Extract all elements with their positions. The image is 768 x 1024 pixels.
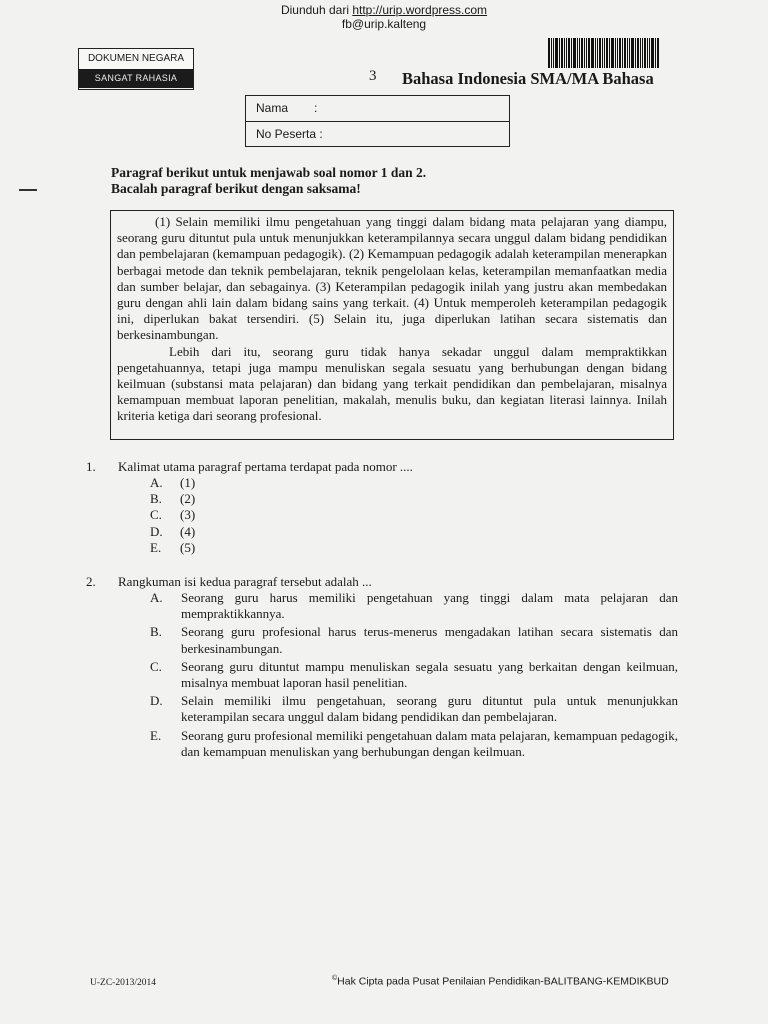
option-letter: A.: [150, 590, 163, 605]
option-letter: C.: [150, 658, 162, 674]
identity-table: [245, 95, 510, 147]
question-number: 2.: [86, 574, 96, 589]
participant-label: No Peserta :: [256, 127, 323, 141]
option-text: (4): [180, 523, 196, 539]
option-a[interactable]: [150, 475, 350, 491]
download-url-link[interactable]: http://urip.wordpress.com: [352, 3, 488, 17]
passage-paragraph-1: (1) Selain memiliki ilmu pengetahuan yang tinggi dalam bidang mata pelajaran yang diampu, seorang guru dituntut pula untuk menunjukkan keterampilannya secara unggul dalam bidang pendidikan dan pembelajaran (kemampuan pedagogik). (2) Kemampuan pedagogik adalah keterampilan menerapkan berbagai metode dan teknik pembelajaran, teknik pengelolaan kelas, keterampilan memanfaatkan media dan sumber belajar, dan sebagainya. (3) Keterampilan pedagogik inilah yang justru akan membedakan guru dengan ahli lain dalam bidang sains yang terkait. (4) Untuk memperoleh keterampilan pedagogik ini, diperlukan bakat tersendiri. (5) Selain itu, juga diperlukan latihan secara sistematis dan berkesinambungan.: [117, 214, 667, 343]
passage-paragraph-2: Lebih dari itu, seorang guru tidak hanya sekadar unggul dalam mempraktikkan pengetahuannya, tetapi juga mampu menuliskan segala sesuatu yang berhubungan dengan bidang keilmuan (substansi mata pelajaran) dan bidang yang terkait pendidikan dan pembelajaran, misalnya kemampuan membuat laporan penelitian, makalah, menulis buku, dan kegiatan literasi lainnya. Inilah kriteria ketiga dari seorang profesional.: [117, 343, 667, 424]
name-colon: :: [314, 101, 318, 115]
question-number: 1.: [86, 459, 96, 474]
option-letter: D.: [150, 693, 163, 709]
name-row[interactable]: [246, 96, 509, 121]
option-text: Seorang guru harus memiliki pengetahuan yang tinggi dalam mata pelajaran dan mempraktikkannya.: [181, 590, 678, 622]
question-1-options: [150, 475, 350, 556]
name-label: Nama: [256, 101, 289, 115]
option-e[interactable]: [150, 728, 678, 760]
option-d[interactable]: [150, 693, 678, 725]
question-2: [86, 574, 681, 789]
participant-row[interactable]: [246, 121, 509, 146]
secret-label: SANGAT RAHASIA: [79, 69, 193, 88]
option-c[interactable]: [150, 507, 350, 523]
facebook-handle: fb@urip.kalteng: [341, 17, 427, 31]
option-c[interactable]: [150, 659, 678, 691]
instruction-line-1: Paragraf berikut untuk menjawab soal nomor 1 dan 2.: [111, 165, 427, 180]
option-text: Seorang guru profesional memiliki pengetahuan dalam mata pelajaran, kemampuan pedagogik, dan kemampuan menuliskan yang berhubungan dengan keilmuan.: [181, 727, 678, 759]
copyright-text: Hak Cipta pada Pusat Penilaian Pendidikan-BALITBANG-KEMDIKBUD: [337, 975, 669, 988]
question-stem: Kalimat utama paragraf pertama terdapat pada nomor ....: [118, 459, 413, 474]
exam-code: U-ZC-2013/2014: [90, 978, 156, 988]
option-letter: B.: [150, 491, 162, 507]
option-b[interactable]: [150, 624, 678, 656]
download-source: [0, 3, 768, 31]
instruction-line-2: Bacalah paragraf berikut dengan saksama!: [111, 181, 361, 196]
option-letter: A.: [150, 475, 163, 490]
option-text: (5): [180, 539, 196, 555]
margin-mark: [19, 189, 37, 191]
option-text: (2): [180, 491, 196, 507]
reading-passage: [110, 210, 674, 440]
document-classification-box: [78, 48, 194, 90]
download-source-line: [0, 3, 768, 17]
option-e[interactable]: [150, 540, 350, 556]
question-stem: Rangkuman isi kedua paragraf tersebut adalah ...: [118, 574, 372, 589]
option-letter: D.: [150, 523, 163, 539]
option-text: Seorang guru profesional harus terus-menerus mengadakan latihan secara sistematis dan berkesinambungan.: [181, 624, 678, 656]
option-letter: E.: [150, 539, 162, 555]
subject-title: Bahasa Indonesia SMA/MA Bahasa: [402, 69, 654, 88]
question-2-options: [150, 590, 678, 760]
option-d[interactable]: [150, 524, 350, 540]
option-letter: B.: [150, 624, 162, 640]
option-text: (1): [180, 475, 196, 490]
copyright-notice: [332, 975, 669, 988]
option-text: Selain memiliki ilmu pengetahuan, seorang guru dituntut pula untuk menunjukkan keterampilan secara unggul dalam bidang pendidikan dan pembelajaran.: [181, 693, 678, 725]
option-letter: C.: [150, 507, 162, 523]
option-b[interactable]: [150, 491, 350, 507]
download-prefix: Diunduh dari: [280, 3, 353, 17]
question-1: [86, 459, 676, 559]
option-letter: E.: [150, 727, 162, 743]
copyright-symbol: ©: [332, 975, 338, 982]
page-number: 3: [369, 68, 377, 84]
document-label: DOKUMEN NEGARA: [79, 49, 193, 69]
instructions: [111, 165, 426, 197]
option-text: (3): [180, 507, 196, 523]
option-a[interactable]: [150, 590, 678, 622]
barcode-image: [548, 38, 674, 68]
option-text: Seorang guru dituntut mampu menuliskan segala sesuatu yang berkaitan dengan keilmuan, misalnya membuat laporan hasil penelitian.: [181, 658, 678, 691]
